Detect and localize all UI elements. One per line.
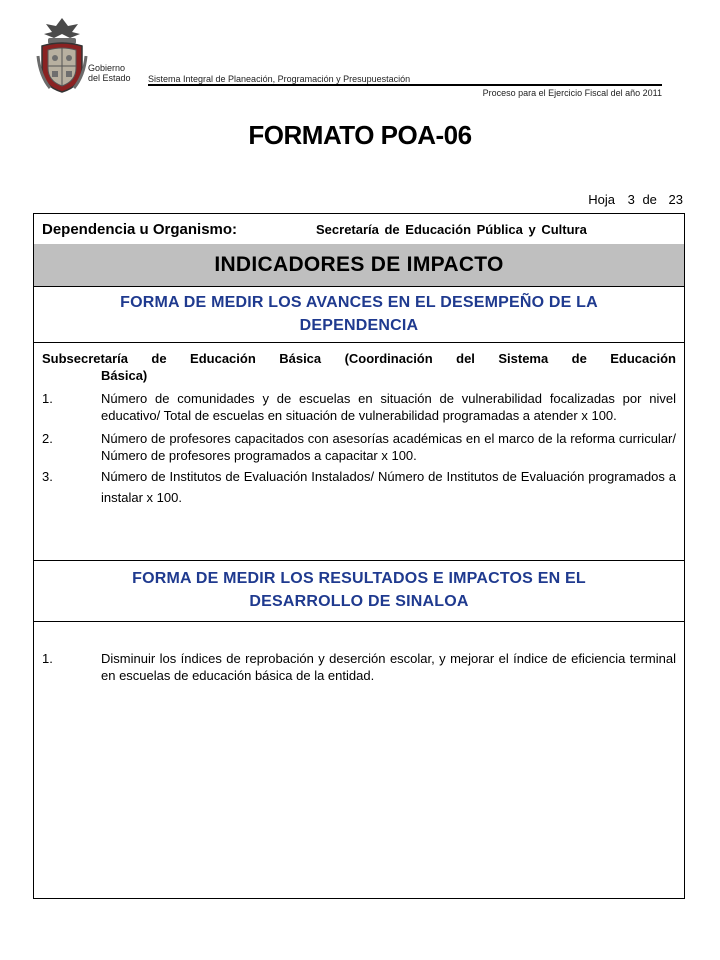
sheet-of-label: de xyxy=(642,192,657,207)
section-progress-heading-line-2: DEPENDENCIA xyxy=(299,317,419,334)
sheet-page: 3 xyxy=(627,192,635,207)
gov-line-1: Gobierno xyxy=(88,63,126,73)
dependency-label: Dependencia u Organismo: xyxy=(42,221,238,238)
system-title: Sistema Integral de Planeación, Programación y Presupuestación xyxy=(148,74,411,84)
section-results-body xyxy=(42,650,676,684)
list-item-text: Número de comunidades y de escuelas en situación de vulnerabilidad focalizadas por nivel educativo/ Total de escuelas en situación de vulnerabilidad programadas a atender x 100. xyxy=(101,391,676,423)
sheet-counter xyxy=(584,192,683,207)
subsecretariat-heading-line-2: Básica) xyxy=(101,368,148,383)
header-rule xyxy=(148,84,662,86)
gov-line-2: del Estado xyxy=(88,73,131,83)
section-results-heading xyxy=(34,560,684,622)
section-progress-heading xyxy=(34,286,684,343)
government-label xyxy=(88,63,131,83)
indicators-title: INDICADORES DE IMPACTO xyxy=(214,253,504,276)
form-frame xyxy=(33,213,685,899)
document-title: FORMATO POA-06 xyxy=(248,120,472,150)
list-item xyxy=(42,466,676,508)
subsecretariat-heading xyxy=(42,350,676,384)
list-item-text: Número de Institutos de Evaluación Instalados/ Número de Institutos de Evaluación programados a instalar x 100. xyxy=(101,469,676,505)
process-text: Proceso para el Ejercicio Fiscal del año 2011 xyxy=(482,88,662,98)
list-item-text: Número de profesores capacitados con asesorías académicas en el marco de la reforma curricular/ Número de profesores programados a capacitar x 100. xyxy=(101,431,676,463)
dependency-row xyxy=(34,214,684,245)
section-results-heading-line-2: DESARROLLO DE SINALOA xyxy=(249,593,469,610)
section-results-heading-line-1: FORMA DE MEDIR LOS RESULTADOS E IMPACTOS EN EL xyxy=(132,570,586,587)
subsecretariat-heading-line-1: Subsecretaría de Educación Básica (Coordinación del Sistema de Educación xyxy=(42,351,676,366)
section-progress-body xyxy=(42,350,676,508)
dependency-value: Secretaría de Educación Pública y Cultura xyxy=(316,222,587,237)
list-item-number: 3. xyxy=(42,469,53,484)
list-item-number: 2. xyxy=(42,431,53,446)
section-progress-heading-line-1: FORMA DE MEDIR LOS AVANCES EN EL DESEMPEÑO DE LA xyxy=(120,294,598,311)
list-item-number: 1. xyxy=(42,391,53,406)
list-item-number: 1. xyxy=(42,651,53,666)
list-item-text: Disminuir los índices de reprobación y deserción escolar, y mejorar el índice de eficiencia terminal en escuelas de educación básica de la entidad. xyxy=(101,651,676,683)
sheet-total: 23 xyxy=(668,192,683,207)
sheet-label: Hoja xyxy=(588,192,615,207)
list-item xyxy=(42,430,676,464)
indicators-band xyxy=(34,244,684,287)
list-item xyxy=(42,390,676,424)
list-item xyxy=(42,650,676,684)
state-coat-of-arms-icon xyxy=(36,16,88,96)
